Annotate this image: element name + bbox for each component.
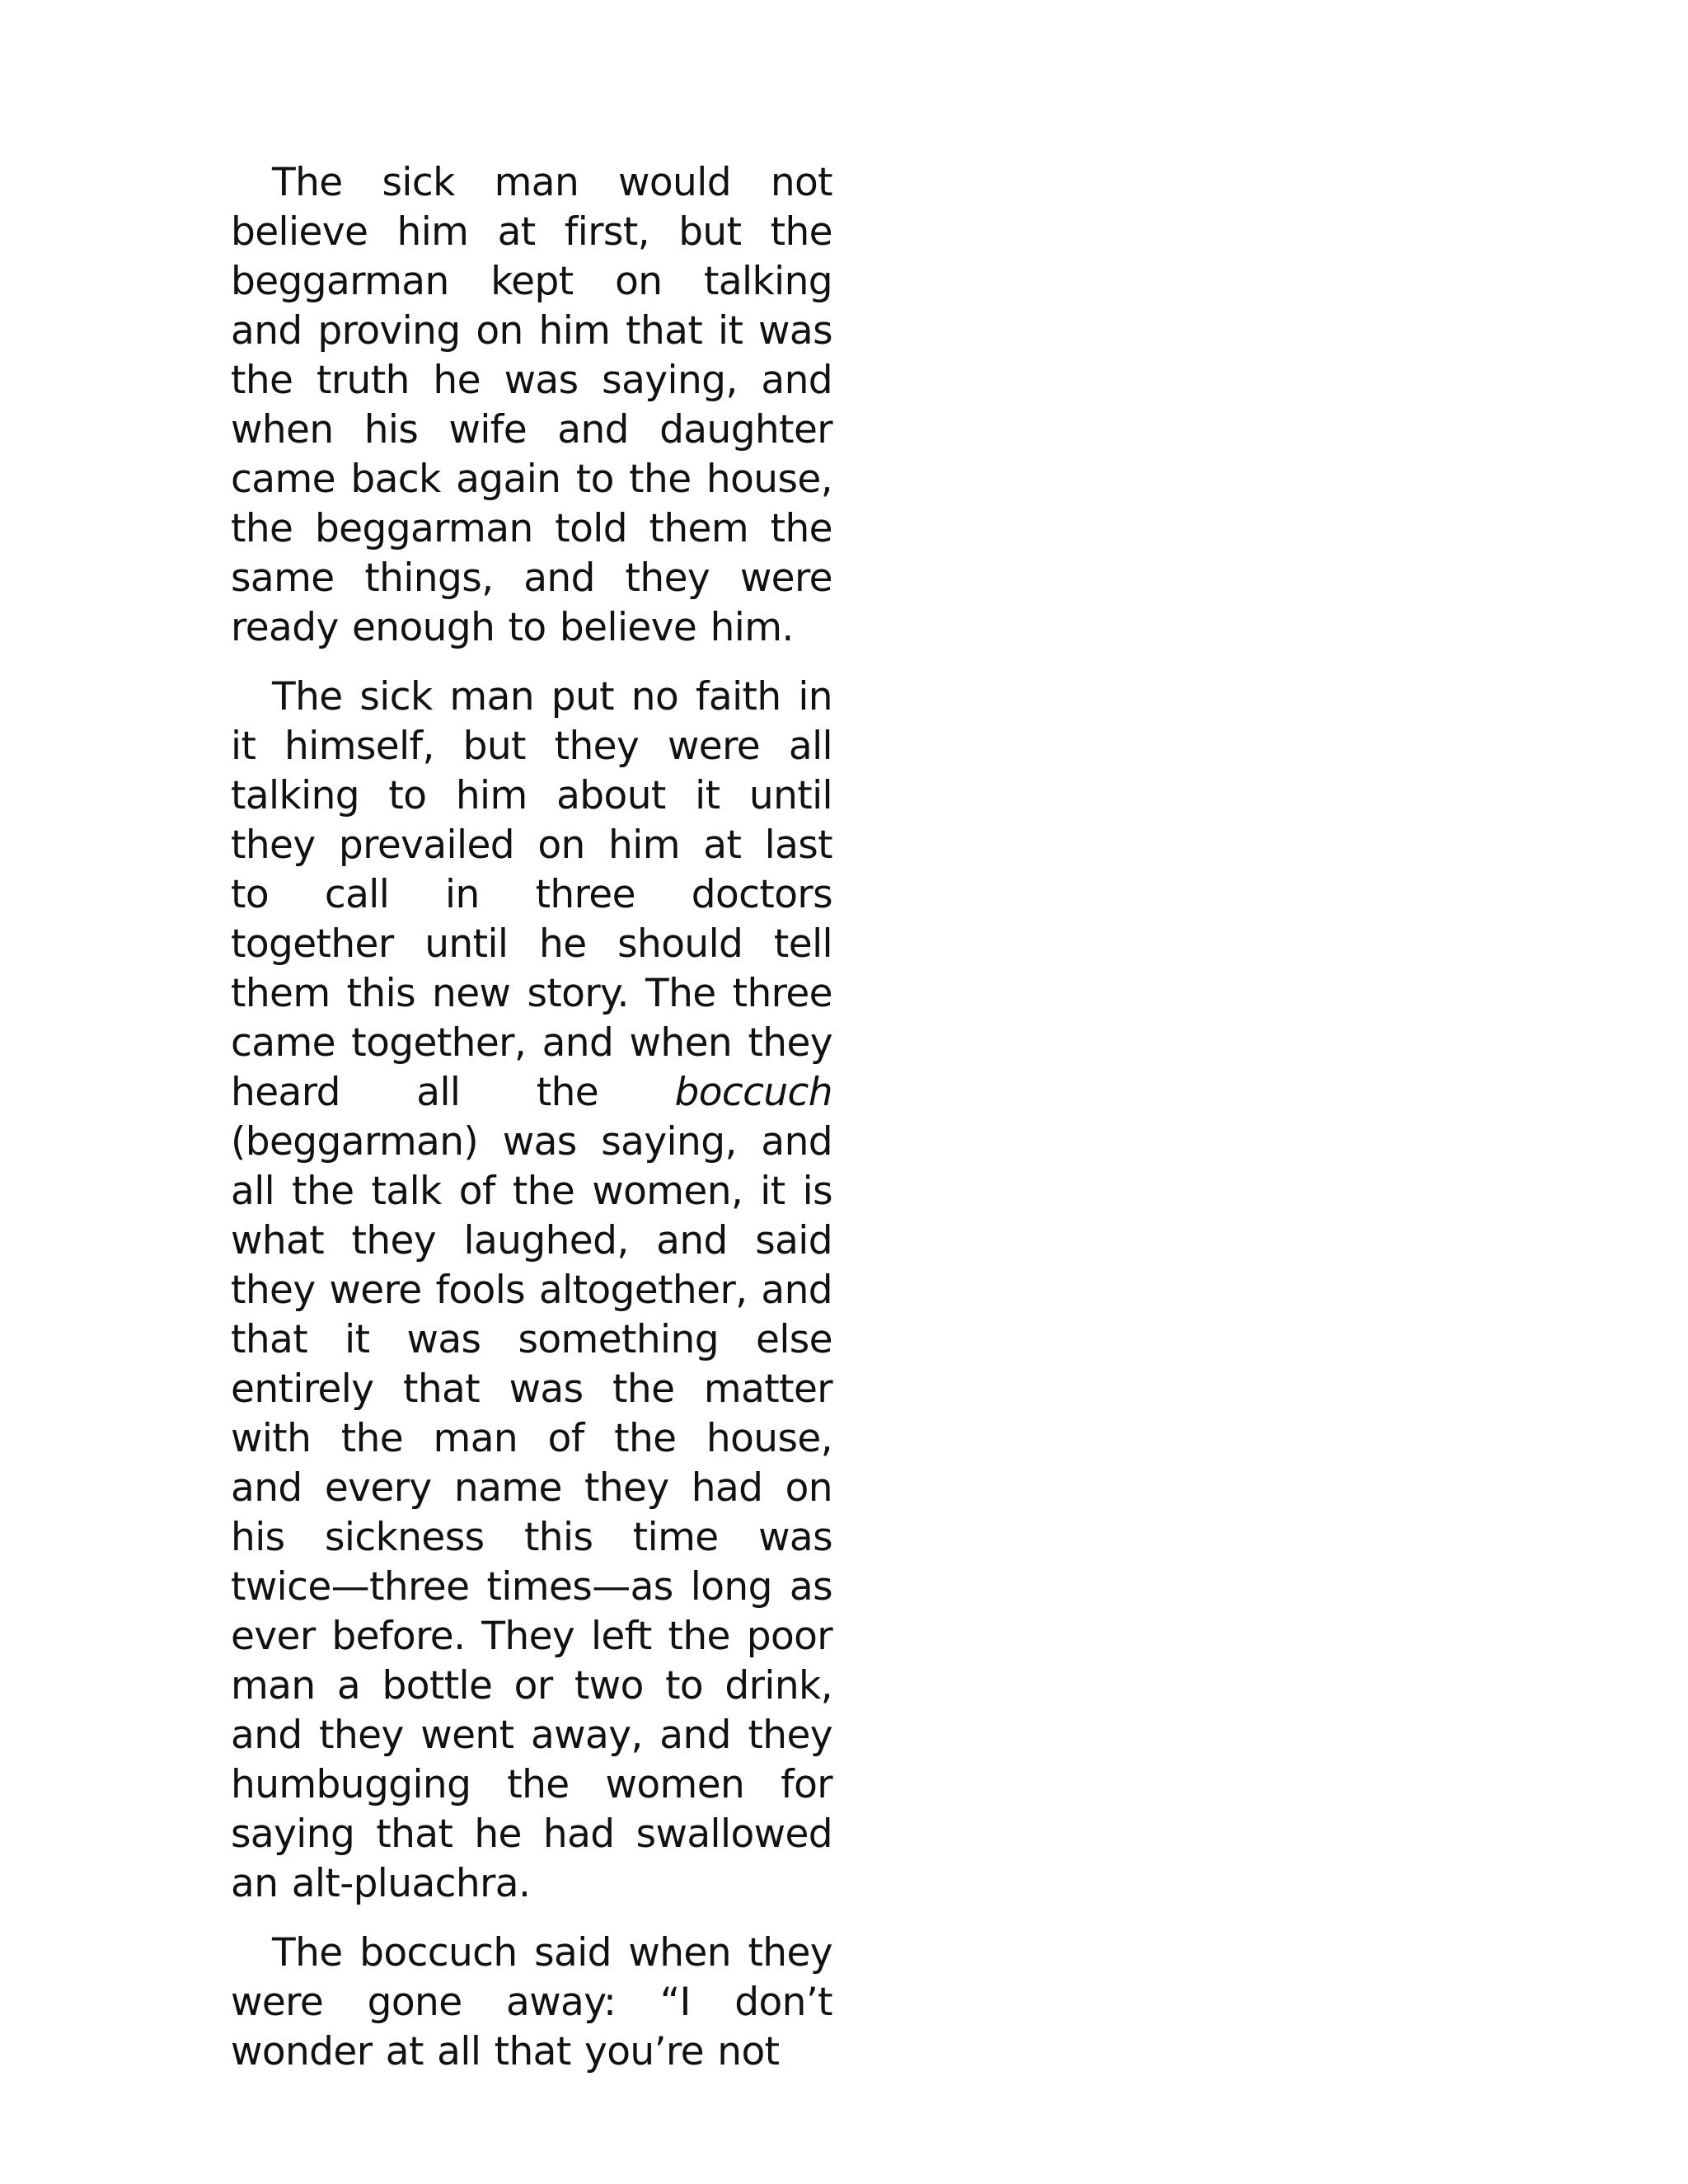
- paragraph-2: [231, 673, 832, 1909]
- paragraph-3-text: The boccuch said when they were gone away: “I don’t wonder at all that you’re not: [231, 1930, 832, 2074]
- paragraph-2-italic-word: boccuch: [674, 1070, 832, 1115]
- paragraph-1-text: The sick man would not believe him at first, but the beggarman kept on talking and proving on him that it was the truth he was saying, and when his wife and daughter came back again to the house, the beggarman told them the same things, and they were ready enough to believe him.: [231, 160, 832, 650]
- paragraph-2-text-end: (beggarman) was saying, and all the talk of the women, it is what they laughed, and said they were fools altogether, and that it was something else entirely that was the matter with the man of the house, and every name they had on his sickness this time was twice—three times—as long as ever before. They left the poor man a bottle or two to drink, and they went away, and they humbugging the women for saying that he had swallowed an alt-pluachra.: [231, 1119, 832, 1906]
- paragraph-3: [231, 1929, 832, 2077]
- text-column: [231, 160, 832, 2074]
- text-column-content: [231, 158, 832, 2097]
- paragraph-1: [231, 158, 832, 653]
- paragraph-2-text-start: The sick man put no faith in it himself, but they were all talking to him about it until they prevailed on him at last to call in three doctors together until he should tell them this new story. The three came together, and when they heard all the: [231, 674, 832, 1115]
